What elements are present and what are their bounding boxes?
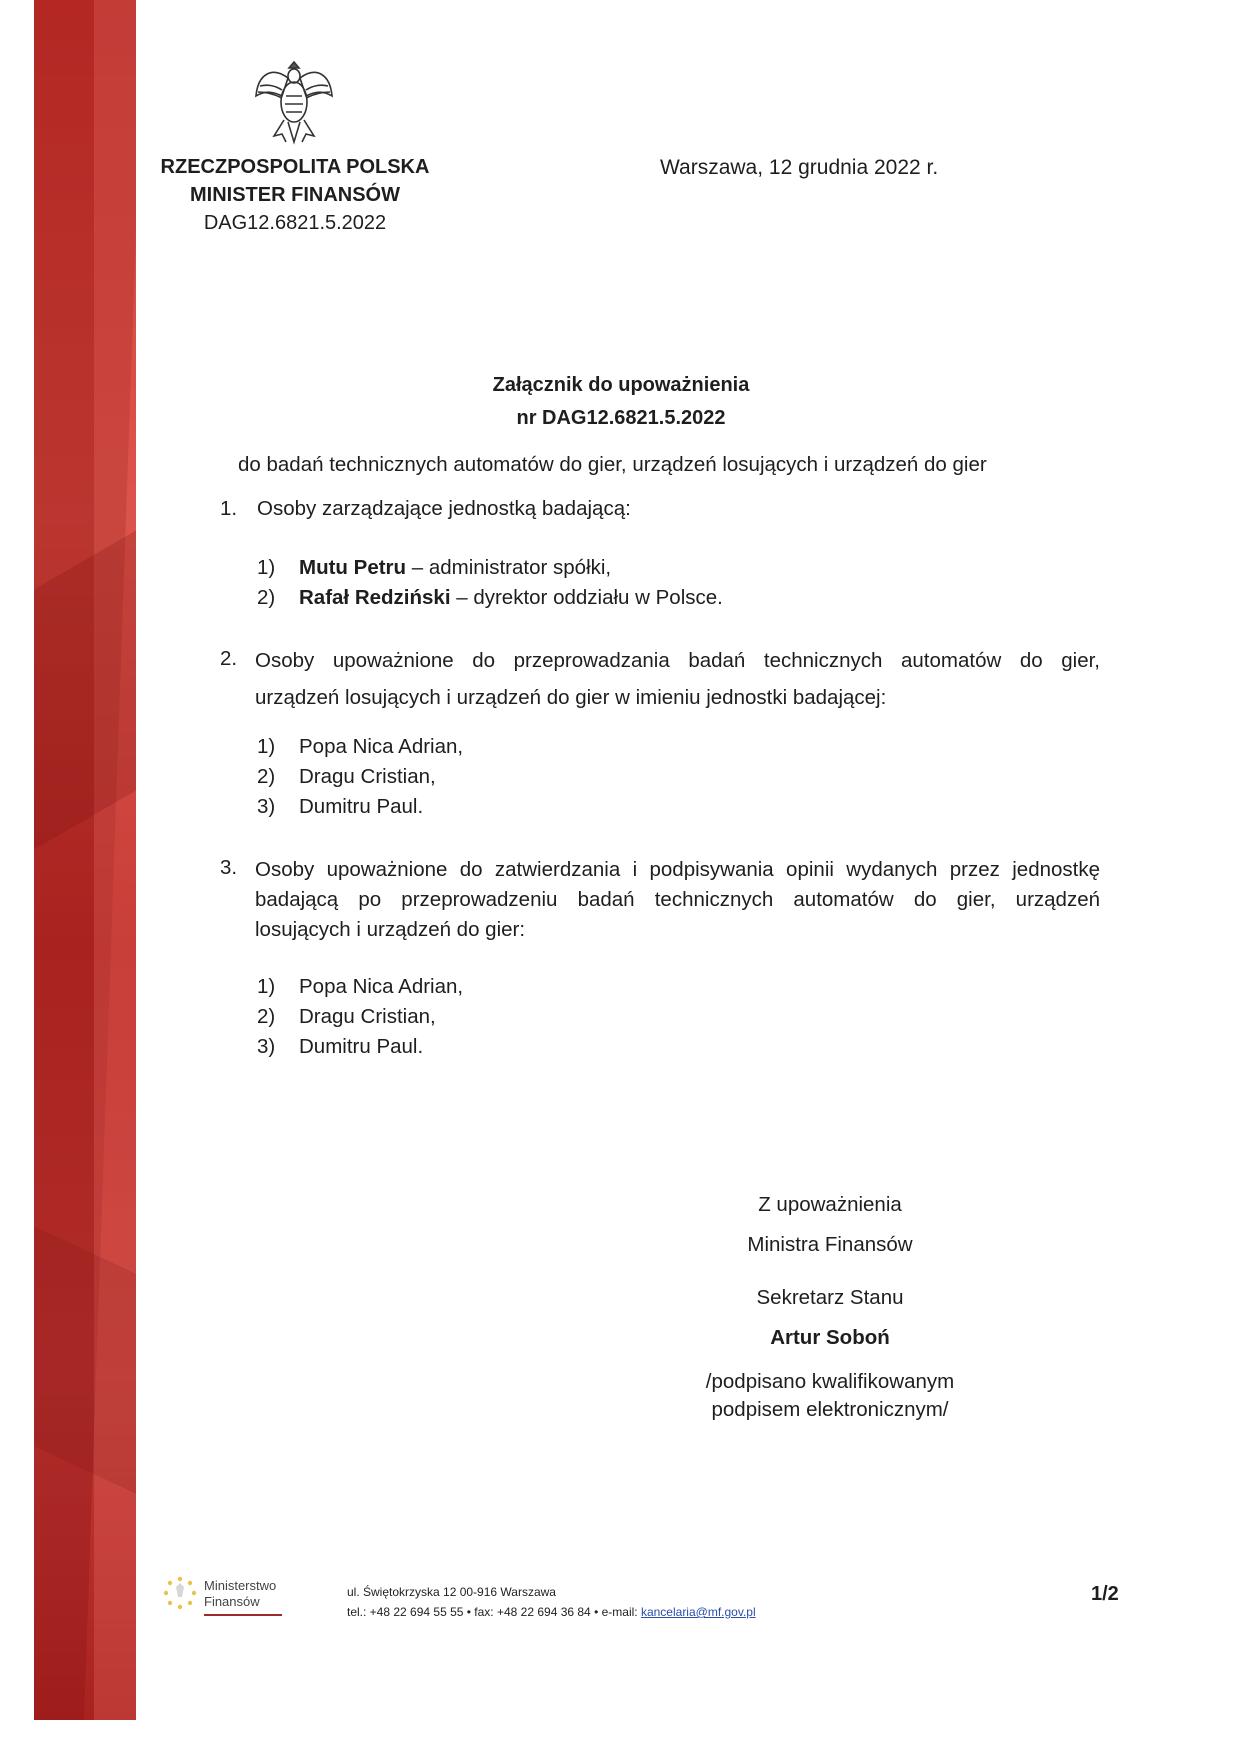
list-item-number: 3) xyxy=(257,795,276,818)
person-name: Popa Nica Adrian, xyxy=(299,735,464,758)
list-item xyxy=(257,586,723,610)
signature-position: Sekretarz Stanu xyxy=(756,1286,904,1309)
ministry-name-line: Ministerstwo xyxy=(204,1578,277,1593)
ministry-name-line: Finansów xyxy=(204,1594,260,1609)
list-item-number: 1) xyxy=(257,975,276,998)
header-reference: DAG12.6821.5.2022 xyxy=(203,212,387,234)
person-role: – dyrektor oddziału w Polsce. xyxy=(450,586,723,609)
signature-note: podpisem elektronicznym/ xyxy=(711,1398,949,1421)
document-subtitle: do badań technicznych automatów do gier, urządzeń losujących i urządzeń do gier xyxy=(238,453,987,476)
ministry-logo-icon xyxy=(160,1573,200,1617)
person-name: Popa Nica Adrian, xyxy=(299,975,464,998)
section-text-line: badającą po przeprowadzeniu badań technicznych automatów do gier, urządzeń xyxy=(255,888,1100,911)
section-number: 2. xyxy=(220,647,238,670)
signature-authorization: Z upoważnienia xyxy=(758,1193,902,1216)
footer-contact: tel.: +48 22 694 55 55 • fax: +48 22 694 36 84 • e-mail: kancelaria@mf.gov.pl xyxy=(347,1605,756,1619)
signature-note: /podpisano kwalifikowanym xyxy=(705,1370,955,1393)
list-item xyxy=(257,735,463,759)
ministry-name xyxy=(204,1578,276,1610)
list-item-number: 1) xyxy=(257,556,276,579)
list-item-number: 2) xyxy=(257,765,276,788)
list-item-number: 3) xyxy=(257,1035,276,1058)
list-item xyxy=(257,556,611,580)
signature-name: Artur Soboń xyxy=(770,1326,890,1349)
footer-address-block xyxy=(347,1582,756,1622)
person-name: Dragu Cristian, xyxy=(299,1005,436,1028)
polish-eagle-emblem-icon xyxy=(252,56,336,148)
list-item-number: 1) xyxy=(257,735,276,758)
email-link[interactable]: kancelaria@mf.gov.pl xyxy=(640,1605,756,1619)
person-role: – administrator spółki, xyxy=(406,556,612,579)
person-name: Dumitru Paul. xyxy=(299,795,424,818)
list-item xyxy=(257,1035,423,1059)
list-item xyxy=(257,795,423,819)
section-heading: Osoby zarządzające jednostką badającą: xyxy=(257,497,631,520)
list-item xyxy=(257,1005,436,1029)
section-text-line: losujących i urządzeń do gier: xyxy=(255,918,526,941)
document-date: Warszawa, 12 grudnia 2022 r. xyxy=(660,156,939,179)
signature-ministry: Ministra Finansów xyxy=(747,1233,913,1256)
header-country: RZECZPOSPOLITA POLSKA xyxy=(160,156,430,178)
page-number: 1/2 xyxy=(1091,1583,1119,1605)
decorative-red-stripe xyxy=(34,0,136,1720)
document-title: Załącznik do upoważnienia xyxy=(492,374,750,396)
person-name: Dumitru Paul. xyxy=(299,1035,424,1058)
footer-address: ul. Świętokrzyska 12 00-916 Warszawa xyxy=(347,1585,556,1599)
list-item xyxy=(257,975,463,999)
ministry-underline xyxy=(204,1614,282,1616)
header-authority: MINISTER FINANSÓW xyxy=(190,184,400,206)
list-item-number: 2) xyxy=(257,586,276,609)
person-name: Rafał Redziński xyxy=(299,586,451,609)
document-title-number: nr DAG12.6821.5.2022 xyxy=(516,407,726,429)
section-number: 1. xyxy=(220,497,238,520)
person-name: Dragu Cristian, xyxy=(299,765,436,788)
list-item-number: 2) xyxy=(257,1005,276,1028)
person-name: Mutu Petru xyxy=(299,556,407,579)
list-item xyxy=(257,765,436,789)
section-text-line: urządzeń losujących i urządzeń do gier w imieniu jednostki badającej: xyxy=(255,686,887,709)
section-text-line: Osoby upoważnione do przeprowadzania badań technicznych automatów do gier, xyxy=(255,649,1100,672)
section-number: 3. xyxy=(220,856,238,879)
section-text-line: Osoby upoważnione do zatwierdzania i podpisywania opinii wydanych przez jednostkę xyxy=(255,858,1100,881)
